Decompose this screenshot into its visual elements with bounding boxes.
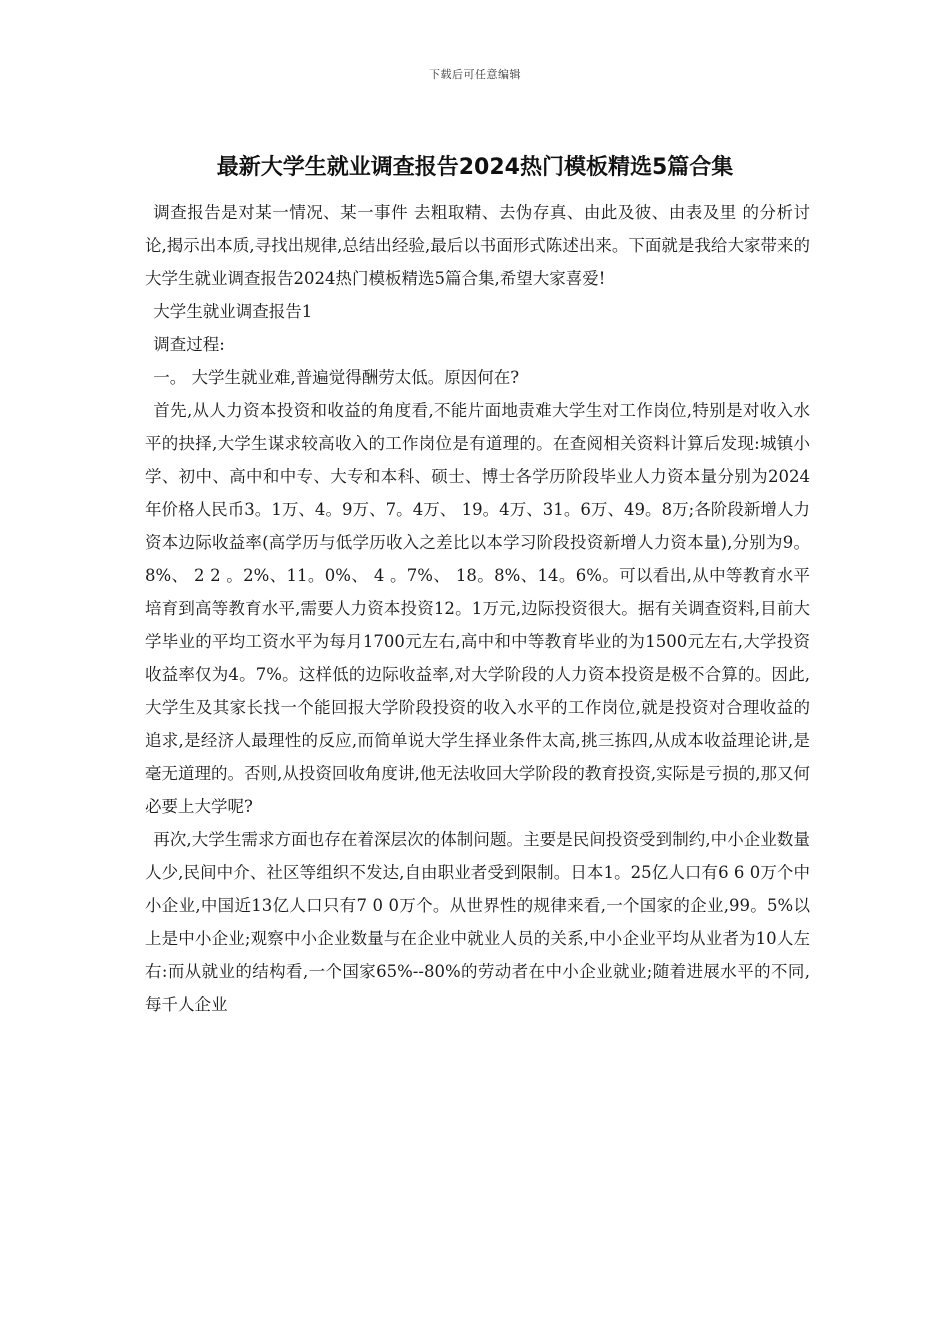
paragraph-intro: 调查报告是对某一情况、某一事件 去粗取精、去伪存真、由此及彼、由表及里 的分析讨论,揭示出本质,寻找出规律,总结出经验,最后以书面形式陈述出来。下面就是我给大家带来的大学生就业调查报告2024热门模板精选5篇合集,希望大家喜爱! xyxy=(145,203,810,288)
subheading-process: 调查过程: xyxy=(153,335,225,354)
question-heading-1: 一。 大学生就业难,普遍觉得酬劳太低。原因何在? xyxy=(153,368,520,387)
page-header-note: 下载后可任意编辑 xyxy=(429,68,521,81)
paragraph-first-reason: 首先,从人力资本投资和收益的角度看,不能片面地责难大学生对工作岗位,特别是对收入水平的抉择,大学生谋求较高收入的工作岗位是有道理的。在查阅相关资料计算后发现:城镇小学、初中、高中和中专、大专和本科、硕士、博士各学历阶段毕业人力资本量分别为2024年价格人民币3。1万、4。9万、7。4万、 19。4万、31。6万、49。8万;各阶段新增人力资本边际收益率(高学历与低学历收入之差比以本学习阶段投资新增人力资本量),分别为9。8%、 2 2 。2%、11。0%、 4 。7%、 18。8%、14。6%。可以看出,从中等教育水平培育到高等教育水平,需要人力资本投资12。1万元,边际投资很大。据有关调查资料,目前大学毕业的平均工资水平为每月1700元左右,高中和中等教育毕业的为1500元左右,大学投资收益率仅为4。7%。这样低的边际收益率,对大学阶段的人力资本投资是极不合算的。因此,大学生及其家长找一个能回报大学阶段投资的收入水平的工作岗位,就是投资对合理收益的追求,是经济人最理性的反应,而简单说大学生择业条件太高,挑三拣四,从成本收益理论讲,是毫无道理的。否则,从投资回收角度讲,他无法收回大学阶段的教育投资,实际是亏损的,那又何必要上大学呢? xyxy=(145,401,810,816)
document-body xyxy=(145,196,810,1021)
paragraph-second-reason: 再次,大学生需求方面也存在着深层次的体制问题。主要是民间投资受到制约,中小企业数量人少,民间中介、社区等组织不发达,自由职业者受到限制。日本1。25亿人口有6 6 0万个中小企业,中国近13亿人口只有7 0 0万个。从世界性的规律来看,一个国家的企业,99。5%以上是中小企业;观察中小企业数量与在企业中就业人员的关系,中小企业平均从业者为10人左右:而从就业的结构看,一个国家65%--80%的劳动者在中小企业就业;随着进展水平的不同,每千人企业 xyxy=(145,830,810,1014)
document-title: 最新大学生就业调查报告2024热门模板精选5篇合集 xyxy=(216,155,734,180)
section-heading-report-1: 大学生就业调查报告1 xyxy=(153,302,313,321)
